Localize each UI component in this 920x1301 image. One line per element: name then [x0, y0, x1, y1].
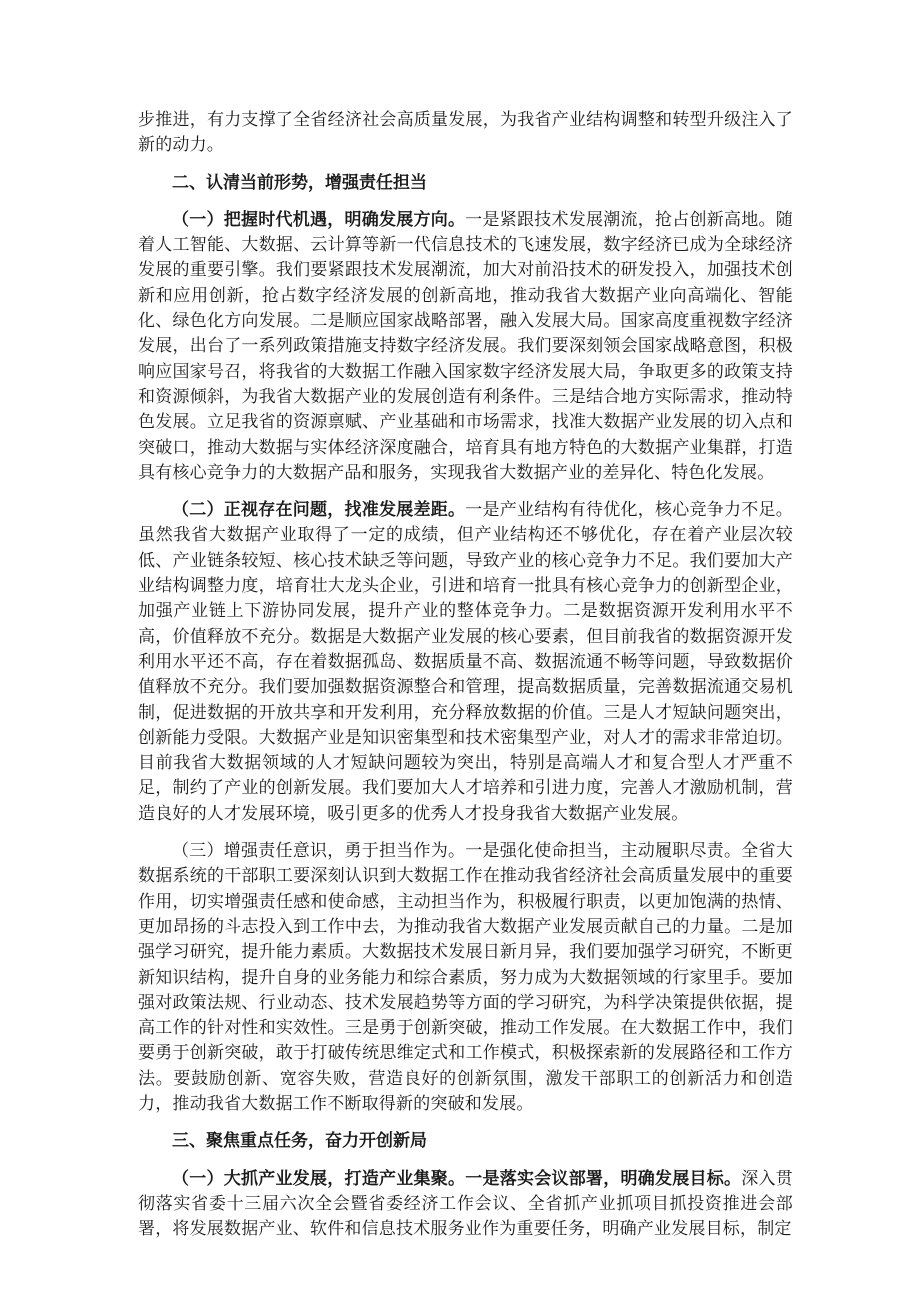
paragraph-opportunity — [138, 208, 793, 486]
paragraph-problems — [138, 498, 793, 827]
paragraph-continuation: 步推进，有力支撑了全省经济社会高质量发展，为我省产业结构调整和转型升级注入了新的动力。 — [138, 110, 793, 156]
paragraph-lead: （二）正视存在问题，找准发展差距。 — [172, 500, 466, 521]
paragraph-responsibility: （三）增强责任意识，勇于担当作为。一是强化使命担当，主动履职尽责。全省大数据系统的干部职工要深刻认识到大数据工作在推动我省经济社会高质量发展中的重要作用，切实增强责任感和使命感，主动担当作为，积极履行职责，以更加饱满的热情、更加昂扬的斗志投入到工作中去，为推动我省大数据产业发展贡献自己的力量。二是加强学习研究，提升能力素质。大数据技术发展日新月异，我们要加强学习研究，不断更新知识结构，提升自身的业务能力和综合素质，努力成为大数据领域的行家里手。要加强对政策法规、行业动态、技术发展趋势等方面的学习研究，为科学决策提供依据，提高工作的针对性和实效性。三是勇于创新突破，推动工作发展。在大数据工作中，我们要勇于创新突破，敢于打破传统思维定式和工作模式，积极探索新的发展路径和工作方法。要鼓励创新、宽容失败，营造良好的创新氛围，激发干部职工的创新活力和创造力，推动我省大数据工作不断取得新的突破和发展。 — [138, 841, 793, 1114]
paragraph-body: 一是紧跟技术发展潮流，抢占创新高地。随着人工智能、大数据、云计算等新一代信息技术的飞速发展，数字经济已成为全球经济发展的重要引擎。我们要紧跟技术发展潮流，加大对前沿技术的研发投入，加强技术创新和应用创新，抢占数字经济发展的创新高地，推动我省大数据产业向高端化、智能化、绿色化方向发展。二是顺应国家战略部署，融入发展大局。国家高度重视数字经济发展，出台了一系列政策措施支持数字经济发展。我们要深刻领会国家战略意图，积极响应国家号召，将我省的大数据工作融入国家数字经济发展大局，争取更多的政策支持和资源倾斜，为我省大数据产业的发展创造有利条件。三是结合地方实际需求，推动特色发展。立足我省的资源禀赋、产业基础和市场需求，找准大数据产业发展的切入点和突破口，推动大数据与实体经济深度融合，培育具有地方特色的大数据产业集群，打造具有核心竞争力的大数据产品和服务，实现我省大数据产业的差异化、特色化发展。 — [138, 209, 793, 483]
document-page — [138, 108, 793, 1254]
section-heading-3: 三、聚焦重点任务，奋力开创新局 — [172, 1131, 427, 1152]
paragraph-lead: （一）大抓产业发展，打造产业集聚。一是落实会议部署，明确发展目标。 — [172, 1168, 742, 1189]
paragraph-body: 一是产业结构有待优化，核心竞争力不足。虽然我省大数据产业取得了一定的成绩，但产业结构还不够优化，存在着产业层次较低、产业链条较短、核心技术缺乏等问题，导致产业的核心竞争力不足。我们要加大产业结构调整力度，培育壮大龙头企业，引进和培育一批具有核心竞争力的创新型企业，加强产业链上下游协同发展，提升产业的整体竞争力。二是数据资源开发利用水平不高，价值释放不充分。数据是大数据产业发展的核心要素，但目前我省的数据资源开发利用水平还不高，存在着数据孤岛、数据质量不高、数据流通不畅等问题，导致数据价值释放不充分。我们要加强数据资源整合和管理，提高数据质量，完善数据流通交易机制，促进数据的开放共享和开发利用，充分释放数据的价值。三是人才短缺问题突出，创新能力受限。大数据产业是知识密集型和技术密集型产业，对人才的需求非常迫切。目前我省大数据领域的人才短缺问题较为突出，特别是高端人才和复合型人才严重不足，制约了产业的创新发展。我们要加大人才培养和引进力度，完善人才激励机制，营造良好的人才发展环境，吸引更多的优秀人才投身我省大数据产业发展。 — [138, 500, 793, 824]
paragraph-lead: （一）把握时代机遇，明确发展方向。 — [172, 209, 466, 230]
paragraph-industry — [138, 1167, 793, 1243]
section-heading-2: 二、认清当前形势，增强责任担当 — [172, 172, 427, 193]
paragraph-body: 深入贯彻落实省委十三届六次全会暨省委经济工作会议、全省抓产业抓项目抓投资推进会部署，将发展数据产业、软件和信息技术服务业作为重要任务，明确产业发展目标，制定 — [138, 1168, 793, 1240]
